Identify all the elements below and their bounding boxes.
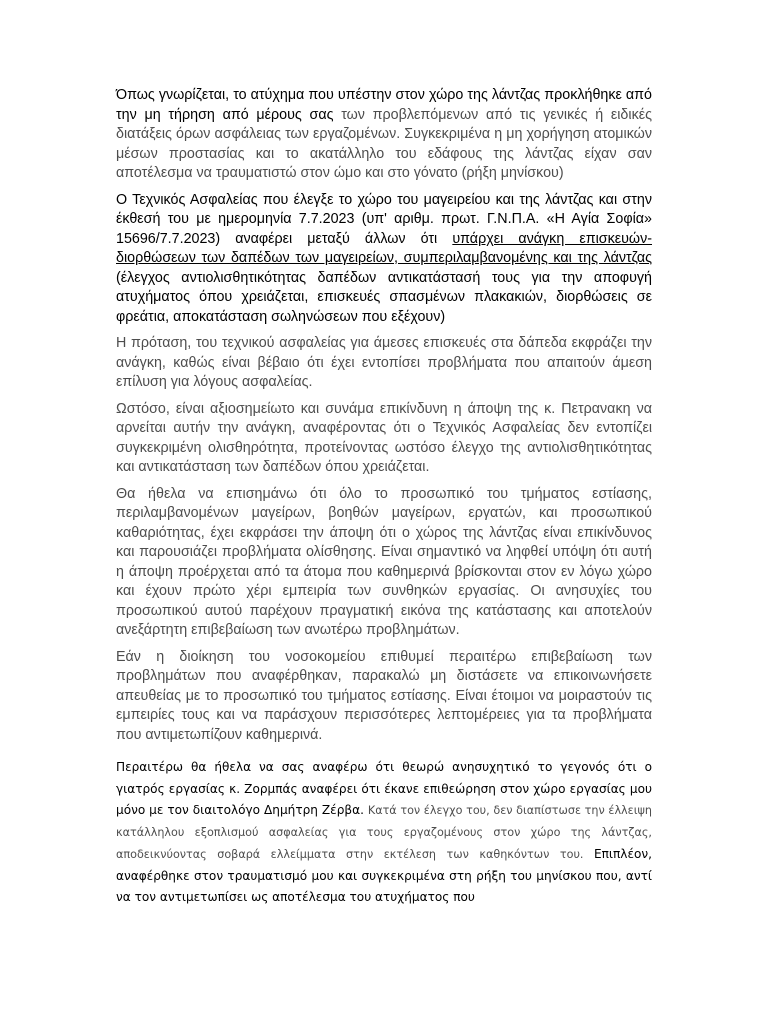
paragraph-7-text-a: Περαιτέρω θα ήθελα να σας αναφέρω ότι θεωρώ ανησυχητικό το γεγονός ότι ο γιατρός εργασίας κ. Ζορμπάς αναφέρει ότι έκανε επιθεώρηση στον χώρο εργασίας μου μόνο με τον διαιτολόγο Δημήτρη Ζέρβα. <box>116 760 652 818</box>
paragraph-4: Ωστόσο, είναι αξιοσημείωτο και συνάμα επικίνδυνη η άποψη της κ. Πετρανακη να αρνείται αυτήν την ανάγκη, αναφέροντας ότι ο Τεχνικός Ασφαλείας δεν εντοπίζει συγκεκριμένη ολισθηρότητα, προτείνοντας ωστόσο έλεγχο της αντιολισθητικότητας και αντικατάσταση των δαπέδων όπου χρειάζεται. <box>116 400 652 475</box>
paragraph-2-underlined: υπάρχει ανάγκη επισκευών-διορθώσεων των δαπέδων των μαγειρείων, συμπεριλαμβανομένης και της λάντζας <box>116 230 652 266</box>
paragraph-7-text-b: Κατά τον έλεγχο του, δεν διαπίστωσε την έλλειψη κατάλληλου εξοπλισμού ασφαλείας για τους εργαζομένους στον χώρο της λάντζας, αποδεικνύοντας σοβαρά ελλείμματα στην εκτέλεση των καθηκόντων του. <box>116 804 652 861</box>
paragraph-7-text-c: Επιπλέον, αναφέρθηκε στον τραυματισμό μου και συγκεκριμένα στη ρήξη του μηνίσκου που, αντί να τον αντιμετωπίσει ως αποτέλεσμα του ατυχήματος που <box>116 846 652 905</box>
document-page <box>116 86 652 916</box>
paragraph-5: Θα ήθελα να επισημάνω ότι όλο το προσωπικό του τμήματος εστίασης, περιλαμβανομένων μαγείρων, βοηθών μαγείρων, εργατών, και προσωπικού καθαριότητας, έχει εκφράσει την άποψη ότι ο χώρος της λάντζας είναι επικίνδυνος και παρουσιάζει προβλήματα ολίσθησης. Είναι σημαντικό να ληφθεί υπόψη ότι αυτή η άποψη προέρχεται από τα άτομα που καθημερινά βρίσκονται στον εν λόγω χώρο και έχουν πρώτο χέρι εμπειρία των συνθηκών εργασίας. Οι ανησυχίες του προσωπικού αυτού παρέχουν πραγματική εικόνα της κατάστασης και αποτελούν ανεξάρτητη επιβεβαίωση των ανωτέρω προβλημάτων. <box>116 485 652 638</box>
paragraph-2-text-c: (έλεγχος αντιολισθητικότητας δαπέδων αντικατάστασή τους για την αποφυγή ατυχήματος όπου χρειάζεται, επισκευές σπασμένων πλακακιών, διορθώσεις σε φρεάτια, αποκατάσταση σωληνώσεων που εξέχουν) <box>116 269 652 325</box>
paragraph-2-text-a: Ο Τεχνικός Ασφαλείας που έλεγξε το χώρο του μαγειρείου και της λάντζας και στην έκθεσή του με ημερομηνία 7.7.2023 (υπ' αριθμ. πρωτ. Γ.Ν.Π.Α. «Η Αγία Σοφία» 15696/7.7.2023) αναφέρει μεταξύ άλλων ότι <box>116 191 652 247</box>
paragraph-6: Εάν η διοίκηση του νοσοκομείου επιθυμεί περαιτέρω επιβεβαίωση των προβλημάτων που αναφέρθηκαν, παρακαλώ μη διστάσετε να επικοινωνήσετε απευθείας με το προσωπικό του τμήματος εστίασης. Είναι έτοιμοι να μοιραστούν τις εμπειρίες τους και να παράσχουν περισσότερες λεπτομέρειες για τα προβλήματα που αντιμετωπίζουν καθημερινά. <box>116 648 652 743</box>
paragraph-1-text-b: των προβλεπόμενων από τις γενικές ή ειδικές διατάξεις όρων ασφάλειας των εργαζομένων. Συγκεκριμένα η μη χορήγηση ατομικών μέσων προστασίας και το ακατάλληλο του εδάφους της λάντζας είχαν σαν αποτέλεσμα να τραυματιστώ στον ώμο και στο γόνατο (ρήξη μηνίσκου) <box>116 106 652 181</box>
paragraph-1-text-a: Όπως γνωρίζεται, το ατύχημα που υπέστην στον χώρο της λάντζας προκλήθηκε από την μη τήρηση από μέρους σας <box>116 87 652 123</box>
paragraph-3: Η πρόταση, του τεχνικού ασφαλείας για άμεσες επισκευές στα δάπεδα εκφράζει την ανάγκη, καθώς είναι βέβαιο ότι έχει εντοπίσει προβλήματα που απαιτούν άμεση επίλυση για λόγους ασφαλείας. <box>116 335 652 390</box>
paragraph-7 <box>116 757 652 909</box>
paragraph-2 <box>116 191 652 328</box>
paragraph-1 <box>116 86 652 184</box>
